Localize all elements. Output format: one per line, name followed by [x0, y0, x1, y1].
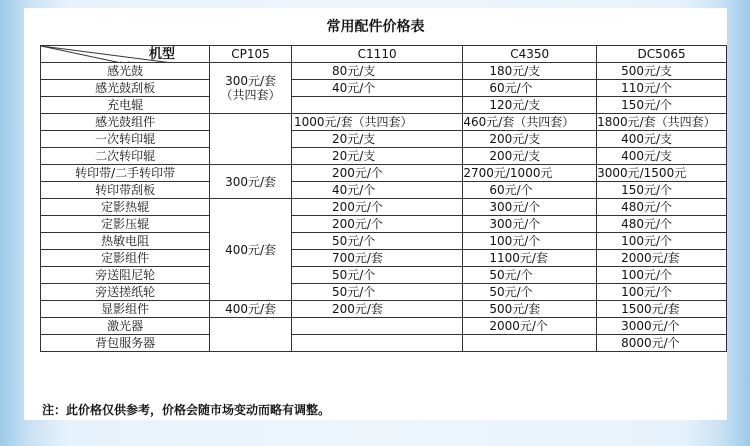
price-cell-c1110: 80元/支	[291, 63, 462, 80]
part-name-cell: 感光鼓	[41, 63, 210, 80]
price-cell-c1110: 200元/个	[291, 199, 462, 216]
price-cell-c4350: 1100元/套	[463, 250, 597, 267]
table-row	[41, 165, 727, 182]
price-cell-c4350: 60元/个	[463, 182, 597, 199]
table-row	[41, 301, 727, 318]
price-cell-c1110	[291, 335, 462, 352]
part-name-cell: 感光鼓组件	[41, 114, 210, 131]
part-name-cell: 定影热辊	[41, 199, 210, 216]
price-cell-c4350: 460元/套（共四套）	[463, 114, 597, 131]
price-cell-c1110: 50元/个	[291, 284, 462, 301]
price-cell-cp105	[210, 114, 292, 165]
price-cell-dc5065: 480元/个	[597, 216, 727, 233]
price-cell-cp105	[210, 165, 292, 199]
cp105-price-text: 400元/套	[225, 302, 277, 316]
part-name-cell: 二次转印辊	[41, 148, 210, 165]
model-header-dc5065: DC5065	[597, 46, 727, 63]
price-cell-c1110	[291, 318, 462, 335]
part-name-cell: 旁送搓纸轮	[41, 284, 210, 301]
part-name-cell: 转印带/二手转印带	[41, 165, 210, 182]
cp105-price-text: 400元/套	[225, 242, 277, 257]
price-cell-dc5065: 2000元/套	[597, 250, 727, 267]
part-name-cell: 一次转印辊	[41, 131, 210, 148]
price-cell-c4350: 200元/支	[463, 131, 597, 148]
price-cell-dc5065: 100元/个	[597, 284, 727, 301]
price-cell-dc5065: 1800元/套（共四套）	[597, 114, 727, 131]
price-cell-c1110: 40元/个	[291, 182, 462, 199]
table-row	[41, 182, 727, 199]
price-cell-c4350: 2700元/1000元	[463, 165, 597, 182]
table-row	[41, 250, 727, 267]
header-row	[41, 46, 727, 63]
part-name-cell: 背包服务器	[41, 335, 210, 352]
table-row	[41, 233, 727, 250]
price-cell-c4350: 120元/支	[463, 97, 597, 114]
price-cell-c1110: 50元/个	[291, 233, 462, 250]
price-cell-dc5065: 480元/个	[597, 199, 727, 216]
model-header-cp105: CP105	[210, 46, 292, 63]
price-cell-c4350: 300元/个	[463, 216, 597, 233]
price-cell-c4350: 60元/个	[463, 80, 597, 97]
price-sheet	[24, 8, 727, 420]
price-cell-cp105	[210, 63, 292, 114]
price-cell-dc5065: 500元/支	[597, 63, 727, 80]
disclaimer-note: 注：此价格仅供参考，价格会随市场变动而略有调整。	[42, 403, 331, 417]
model-axis-label: 机型	[149, 47, 176, 62]
price-cell-dc5065: 3000元/1500元	[597, 165, 727, 182]
price-cell-c1110: 200元/个	[291, 216, 462, 233]
price-cell-c4350: 50元/个	[463, 267, 597, 284]
price-cell-dc5065: 150元/个	[597, 97, 727, 114]
part-name-cell: 转印带刮板	[41, 182, 210, 199]
table-row	[41, 199, 727, 216]
price-cell-dc5065: 8000元/个	[597, 335, 727, 352]
table-row	[41, 267, 727, 284]
price-cell-dc5065: 110元/个	[597, 80, 727, 97]
price-cell-c1110: 700元/套	[291, 250, 462, 267]
cp105-price-text: 300元/套	[225, 174, 277, 189]
price-cell-c1110: 200元/套	[291, 301, 462, 318]
table-row	[41, 148, 727, 165]
diagonal-header-cell	[41, 46, 210, 63]
price-cell-dc5065: 3000元/个	[597, 318, 727, 335]
table-row	[41, 80, 727, 97]
model-header-c4350: C4350	[463, 46, 597, 63]
part-name-cell: 显影组件	[41, 301, 210, 318]
price-cell-c1110: 20元/支	[291, 148, 462, 165]
part-name-cell: 激光器	[41, 318, 210, 335]
part-name-cell: 热敏电阻	[41, 233, 210, 250]
price-table	[40, 45, 727, 352]
price-cell-cp105	[210, 301, 292, 318]
price-cell-dc5065: 150元/个	[597, 182, 727, 199]
price-cell-c1110: 1000元/套（共四套）	[291, 114, 462, 131]
part-name-cell: 定影组件	[41, 250, 210, 267]
price-cell-dc5065: 400元/支	[597, 131, 727, 148]
price-cell-c4350: 100元/个	[463, 233, 597, 250]
price-cell-dc5065: 400元/支	[597, 148, 727, 165]
part-name-cell: 感光鼓刮板	[41, 80, 210, 97]
part-name-cell: 旁送阻尼轮	[41, 267, 210, 284]
table-row	[41, 335, 727, 352]
table-row	[41, 318, 727, 335]
price-cell-dc5065: 100元/个	[597, 233, 727, 250]
part-name-cell: 定影压辊	[41, 216, 210, 233]
table-row	[41, 284, 727, 301]
cp105-price-text: 300元/套	[225, 74, 277, 88]
price-cell-c4350: 180元/支	[463, 63, 597, 80]
price-cell-c1110	[291, 97, 462, 114]
price-cell-c4350: 2000元/个	[463, 318, 597, 335]
table-row	[41, 97, 727, 114]
price-cell-c1110: 40元/个	[291, 80, 462, 97]
price-cell-c4350: 200元/支	[463, 148, 597, 165]
model-header-c1110: C1110	[291, 46, 462, 63]
price-cell-dc5065: 1500元/套	[597, 301, 727, 318]
diagonal-lines	[41, 46, 210, 63]
price-cell-dc5065: 100元/个	[597, 267, 727, 284]
price-cell-cp105	[210, 199, 292, 301]
price-cell-c1110: 200元/个	[291, 165, 462, 182]
table-row	[41, 63, 727, 80]
price-cell-c4350: 500元/套	[463, 301, 597, 318]
page-title: 常用配件价格表	[326, 19, 425, 35]
price-cell-c4350: 300元/个	[463, 199, 597, 216]
cp105-price-text: （共四套）	[220, 88, 281, 102]
price-cell-c1110: 50元/个	[291, 267, 462, 284]
table-row	[41, 114, 727, 131]
part-name-cell: 充电辊	[41, 97, 210, 114]
price-cell-c4350	[463, 335, 597, 352]
table-row	[41, 131, 727, 148]
price-cell-c1110: 20元/支	[291, 131, 462, 148]
price-cell-c4350: 50元/个	[463, 284, 597, 301]
table-row	[41, 216, 727, 233]
price-cell-cp105	[210, 318, 292, 352]
